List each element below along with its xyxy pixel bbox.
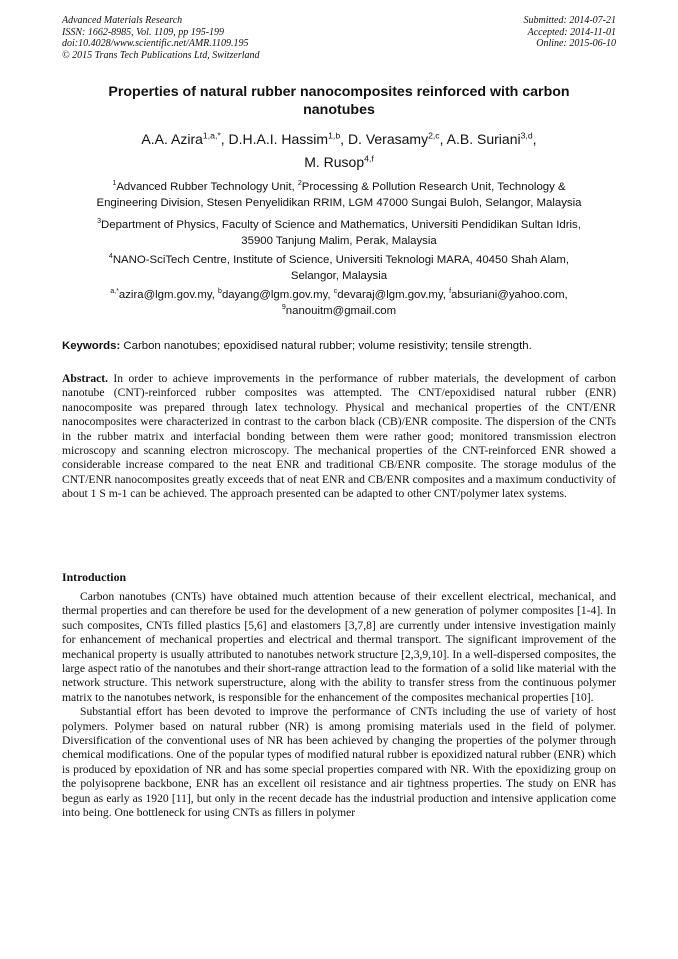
journal-info — [62, 15, 260, 61]
affil-mark: 1 — [112, 180, 117, 188]
journal-issn: ISSN: 1662-8985, Vol. 1109, pp 195-199 — [62, 26, 225, 38]
affil-mark: 3 — [97, 218, 102, 226]
affil-text: Processing & Pollution Research Unit, Technology & — [301, 181, 566, 193]
author-name: D.H.A.I. Hassim — [228, 131, 329, 147]
paper-title-line: nanotubes — [303, 102, 375, 118]
email-address[interactable]: azira@lgm.gov.my, — [118, 289, 219, 301]
affil-text: Engineering Division, Stesen Penyelidikan RRIM, LGM 47000 Sungai Buloh, Selangor, Malaysia — [96, 196, 582, 209]
author-affil-mark: 4,f — [364, 153, 374, 164]
email-mark: c — [333, 288, 338, 296]
journal-doi[interactable]: doi:10.4028/www.scientific.net/AMR.1109.195 — [62, 38, 249, 49]
email-list — [62, 288, 616, 319]
affil-mark: 2 — [297, 180, 302, 188]
author-affil-mark: 3,d — [520, 130, 533, 141]
email-mark: a,* — [110, 288, 119, 296]
affil-text: 35900 Tanjung Malim, Perak, Malaysia — [241, 234, 437, 247]
submission-dates — [524, 15, 617, 50]
affil-mark: 4 — [108, 253, 113, 261]
author-name: A.A. Azira — [141, 131, 203, 147]
keywords-label: Keywords: — [62, 340, 121, 352]
email-mark: 9 — [281, 303, 286, 311]
author-affil-mark: 2,c — [428, 130, 440, 141]
email-address[interactable]: nanouitm@gmail.com — [285, 304, 397, 317]
paper-title — [62, 83, 616, 119]
affiliation-3 — [62, 218, 616, 249]
author-affil-mark: 1,b — [328, 130, 341, 141]
abstract-text: In order to achieve improvements in the performance of rubber materials, the development of carbon nanotube (CNT)-reinforced rubber composites was attempted. The CNT/epoxidised natural rubber (ENR) nanocomposite was prepared through latex technology. Physical and mechanical properties of the CNT/ENR nanocomposites were characterized in contrast to the carbon black (CB)/ENR composite. The dispersion of the CNTs in the rubber matrix and interfacial bonding between them were rather good; monitored transmission electron microscopy and scanning electron microscopy. The mechanical properties of the CNT-reinforced ENR showed a considerable increase compared to the neat ENR and traditional CB/ENR composite. The storage modulus of the CNT/ENR nanocomposites greatly exceeds that of neat ENR and CB/ENR composites and a maximum conductivity of about 1 S m-1 can be achieved. The approach presented can be adapted to other CNT/polymer latex systems. — [62, 372, 616, 501]
date-submitted: Submitted: 2014-07-21 — [523, 15, 616, 26]
author-name: D. Verasamy — [347, 131, 429, 147]
paragraph: Carbon nanotubes (CNTs) have obtained much attention because of their excellent electrical, mechanical, and thermal properties and can therefore be used for the development of a new generation of polymer composites [1-4]. In such composites, CNTs filled plastics [5,6] and elastomers [3,7,8] are currently under intensive investigation mainly for enhancement of mechanical properties and electrical and thermal transport. The significant improvement of the mechanical property is usually attributed to nanotubes network structure [2,3,9,10]. In a well-dispersed composites, the large aspect ratio of the nanotubes and their short-range attraction lead to the formation of a solid like material with the network structure. This network superstructure, along with the ability to transfer stress from the continuous polymer matrix to the nanotubes network, is responsible for the enhancement of the composites mechanical properties [10]. — [62, 590, 616, 704]
section-heading-introduction: Introduction — [62, 570, 127, 584]
abstract — [62, 372, 616, 502]
paper-title-line: Properties of natural rubber nanocomposites reinforced with carbon — [108, 84, 570, 100]
affil-text: Department of Physics, Faculty of Science and Mathematics, Universiti Pendidikan Sultan Idris, — [101, 219, 581, 231]
journal-name: Advanced Materials Research — [62, 15, 183, 26]
affil-text: Selangor, Malaysia — [290, 269, 388, 282]
journal-copyright: © 2015 Trans Tech Publications Ltd, Switzerland — [62, 49, 260, 61]
email-mark: f — [449, 288, 452, 296]
email-address[interactable]: devaraj@lgm.gov.my, — [337, 289, 450, 301]
affiliation-4 — [62, 253, 616, 284]
author-name: M. Rusop — [304, 154, 365, 170]
author-affil-mark: 1,a,* — [202, 130, 221, 141]
keywords-text: Carbon nanotubes; epoxidised natural rubber; volume resistivity; tensile strength. — [120, 340, 532, 352]
date-accepted: Accepted: 2014-11-01 — [527, 26, 616, 38]
date-online: Online: 2015-06-10 — [536, 38, 616, 49]
abstract-label: Abstract. — [62, 372, 109, 385]
author-list: A.A. Azira$^{1,a,*}$, D.H.A.I. Hassim$^{1,b}$, D. Verasamy$^{2,c}$, A.B. Suriani$^{3,d}$, M. Rusop$^{4,f}$ — [141, 130, 537, 170]
affil-text: Advanced Rubber Technology Unit, — [116, 181, 298, 193]
affiliation-1 — [62, 180, 616, 211]
affil-text: NANO-SciTech Centre, Institute of Science, Universiti Teknologi MARA, 40450 Shah Alam, — [112, 254, 570, 266]
author-name: A.B. Suriani — [446, 131, 521, 147]
paragraph: Substantial effort has been devoted to improve the performance of CNTs including the use of variety of host polymers. Polymer based on natural rubber (NR) is among promising materials used in the field of polymer. Diversification of the conventional uses of NR has been achieved by changing the properties of the polymer through chemical modifications. One of the popular types of modified natural rubber is epoxidized natural rubber (ENR) which is produced by epoxidation of NR and has some special properties compared with NR. With the epoxidizing group on the polyisoprene backbone, ENR has an excellent oil resistance and air tightness properties. The study on ENR has begun as early as 1920 [11], but only in the recent decade has the industrial production and intensive application come into being. One bottleneck for using CNTs as fillers in polymer — [62, 705, 616, 820]
email-address[interactable]: absuriani@yahoo.com, — [451, 289, 568, 301]
keywords — [62, 339, 616, 354]
introduction-body — [62, 590, 616, 821]
email-address[interactable]: dayang@lgm.gov.my, — [221, 289, 334, 301]
email-mark: b — [218, 288, 222, 296]
